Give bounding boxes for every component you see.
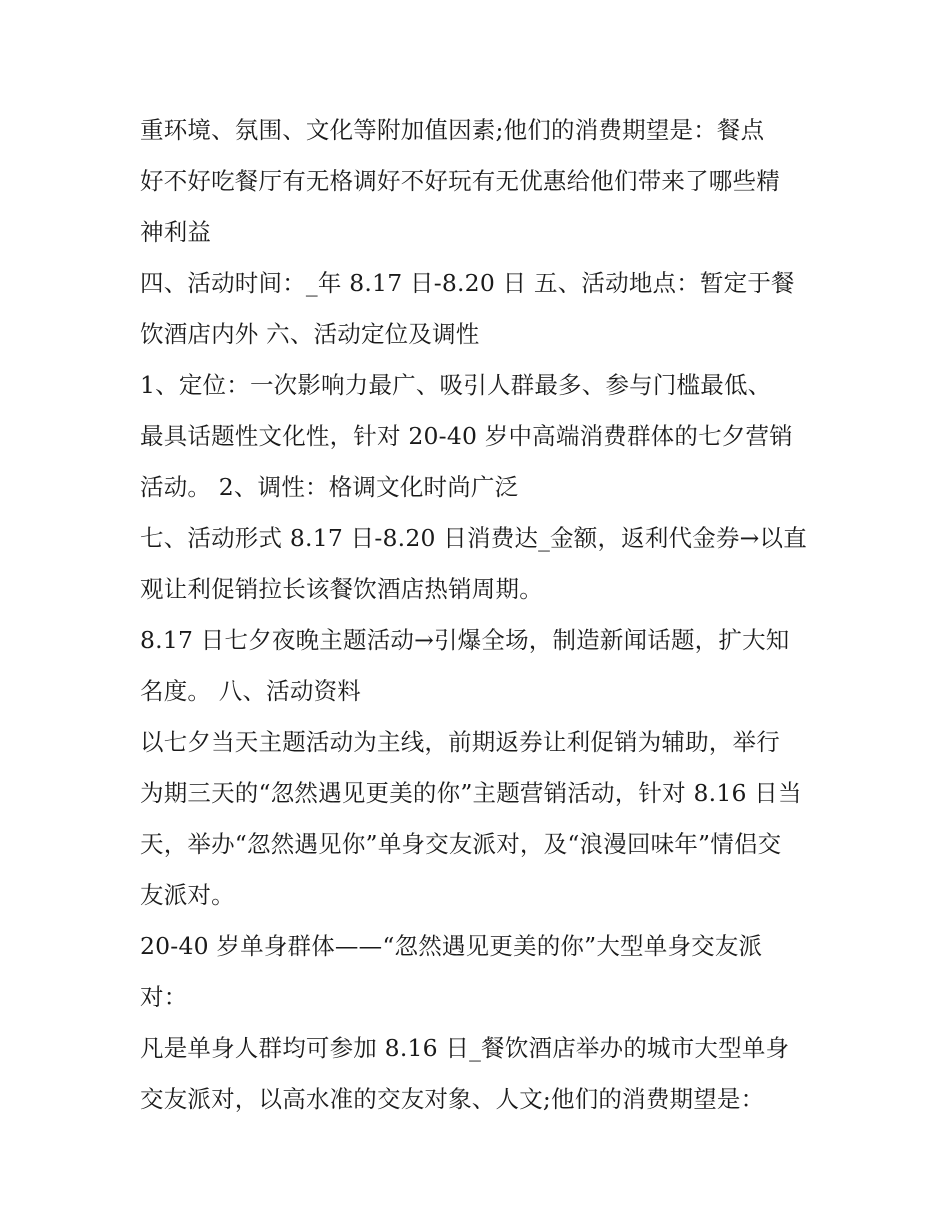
text-line-20: 交友派对，以高水准的交友对象、人文;他们的消费期望是： [140, 1085, 765, 1113]
text-line-15: 天，举办“忽然遇见你”单身交友派对，及“浪漫回味年”情侣交 [140, 830, 782, 858]
text-line-5: 饮酒店内外 六、活动定位及调性 [140, 320, 480, 348]
text-line-19: 凡是单身人群均可参加 8.16 日_餐饮酒店举办的城市大型单身 [140, 1034, 790, 1062]
text-line-2: 好不好吃餐厅有无格调好不好玩有无优惠给他们带来了哪些精 [140, 167, 780, 195]
text-line-11: 8.17 日七夕夜晚主题活动→引爆全场，制造新闻话题，扩大知 [140, 626, 790, 654]
text-line-3: 神利益 [140, 218, 212, 246]
text-line-1: 重环境、氛围、文化等附加值因素;他们的消费期望是：餐点 [140, 116, 765, 144]
body-text [140, 105, 820, 1125]
text-line-17: 20-40 岁单身群体——“忽然遇见更美的你”大型单身交友派 [140, 932, 763, 960]
text-line-10: 观让利促销拉长该餐饮酒店热销周期。 [140, 575, 543, 603]
text-line-6: 1、定位：一次影响力最广、吸引人群最多、参与门槛最低、 [140, 371, 772, 399]
text-line-13: 以七夕当天主题活动为主线，前期返券让利促销为辅助，举行 [140, 728, 780, 756]
text-line-7: 最具话题性文化性，针对 20-40 岁中高端消费群体的七夕营销 [140, 422, 793, 450]
text-line-4: 四、活动时间：_年 8.17 日-8.20 日 五、活动地点：暂定于餐 [140, 269, 795, 297]
text-line-12: 名度。 八、活动资料 [140, 677, 361, 705]
text-line-9: 七、活动形式 8.17 日-8.20 日消费达_金额，返利代金券→以直 [140, 524, 807, 552]
text-line-14: 为期三天的“忽然遇见更美的你”主题营销活动，针对 8.16 日当 [140, 779, 802, 807]
text-line-18: 对： [140, 983, 188, 1011]
text-line-8: 活动。 2、调性：格调文化时尚广泛 [140, 473, 519, 501]
text-line-16: 友派对。 [140, 881, 235, 909]
